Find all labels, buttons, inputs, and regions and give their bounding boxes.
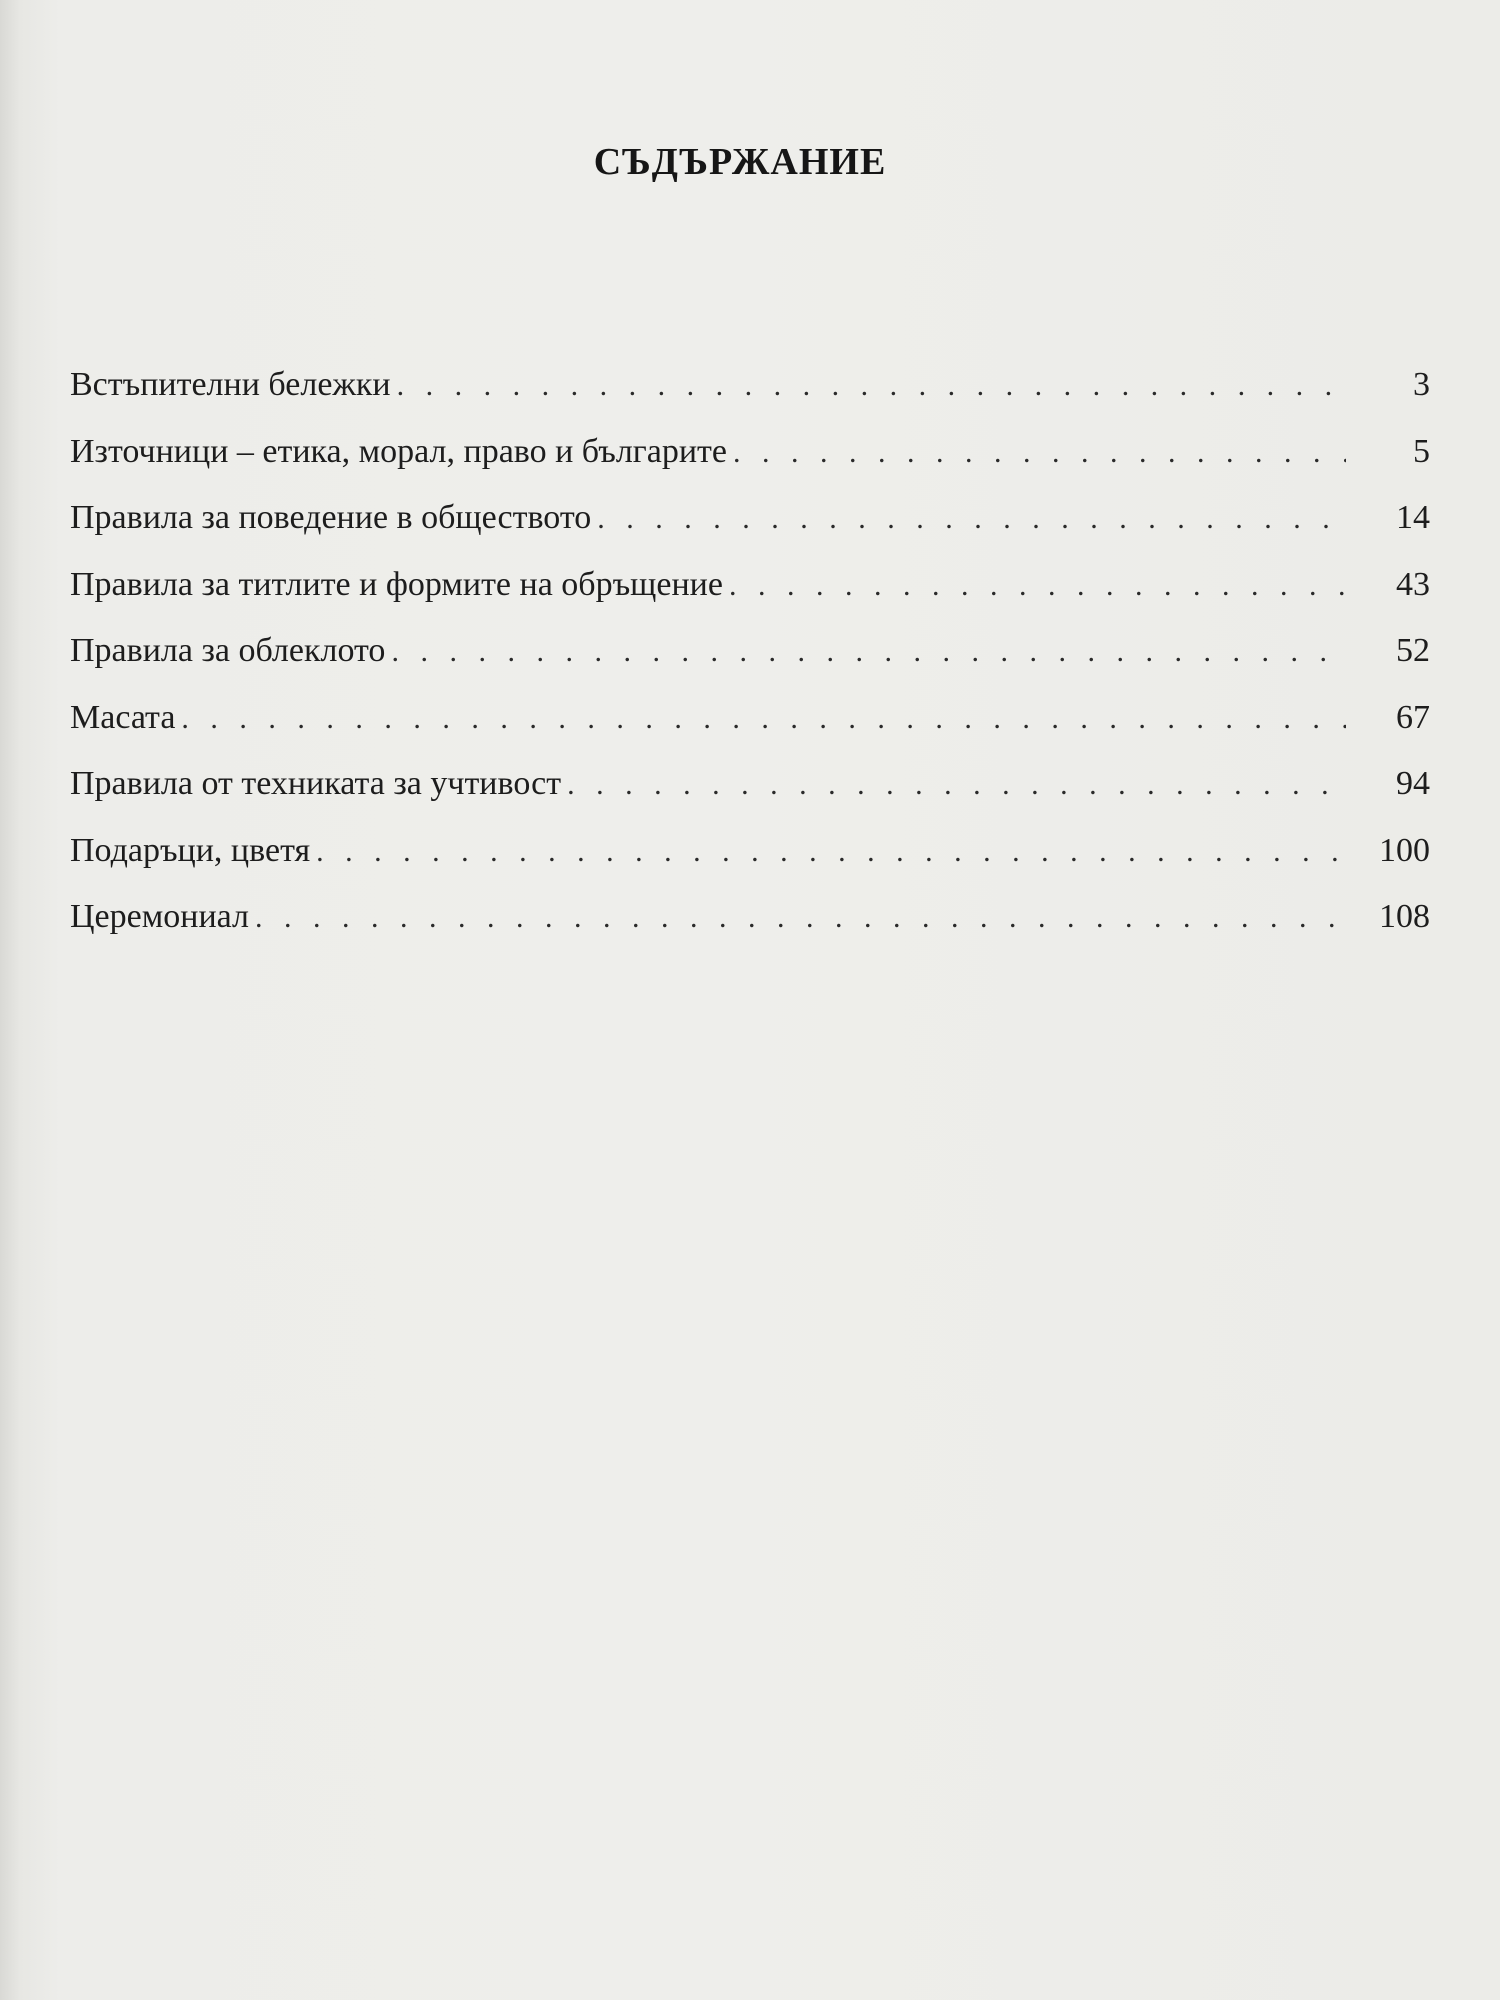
toc-page-number: 52	[1396, 632, 1430, 669]
toc-entry-title: Правила от техниката за учтивост	[70, 765, 562, 802]
toc-page-number: 43	[1396, 565, 1430, 603]
dot-leader	[181, 686, 1346, 753]
toc-entry	[70, 552, 1430, 619]
dot-leader	[733, 420, 1346, 487]
toc-page-number: 67	[1396, 698, 1430, 736]
dot-leader	[729, 553, 1346, 620]
toc-entry	[70, 352, 1430, 419]
dot-leader	[316, 819, 1346, 886]
toc-page-number: 100	[1379, 831, 1430, 869]
toc-entry-title: Подаръци, цветя	[70, 831, 311, 869]
toc-entry-title: Церемониал	[70, 898, 249, 935]
toc-entry-title: Източници – етика, морал, право и българите	[70, 432, 727, 470]
page-title: СЪДЪРЖАНИЕ	[593, 141, 887, 183]
dot-leader	[597, 486, 1346, 553]
table-of-contents	[70, 352, 1430, 951]
toc-entry	[70, 485, 1430, 552]
toc-entry	[70, 884, 1430, 951]
toc-entry	[70, 751, 1430, 818]
dot-leader	[567, 752, 1346, 819]
toc-page-number: 5	[1413, 432, 1430, 470]
toc-page-number: 108	[1379, 898, 1430, 935]
dot-leader	[255, 885, 1346, 952]
toc-entry-title: Правила за титлите и формите на обръщение	[70, 565, 723, 603]
toc-page-number: 3	[1413, 366, 1430, 403]
toc-entry-title: Правила за облеклото	[70, 632, 386, 669]
toc-page-number: 14	[1396, 499, 1430, 536]
toc-entry-title: Правила за поведение в обществото	[70, 499, 592, 536]
toc-entry	[70, 618, 1430, 685]
dot-leader	[391, 619, 1346, 686]
toc-page-number: 94	[1396, 765, 1430, 802]
toc-entry-title: Встъпителни бележки	[70, 366, 391, 403]
toc-entry-title: Масата	[70, 698, 176, 736]
toc-entry	[70, 685, 1430, 752]
toc-entry	[70, 419, 1430, 486]
toc-entry	[70, 818, 1430, 885]
dot-leader	[397, 353, 1346, 420]
